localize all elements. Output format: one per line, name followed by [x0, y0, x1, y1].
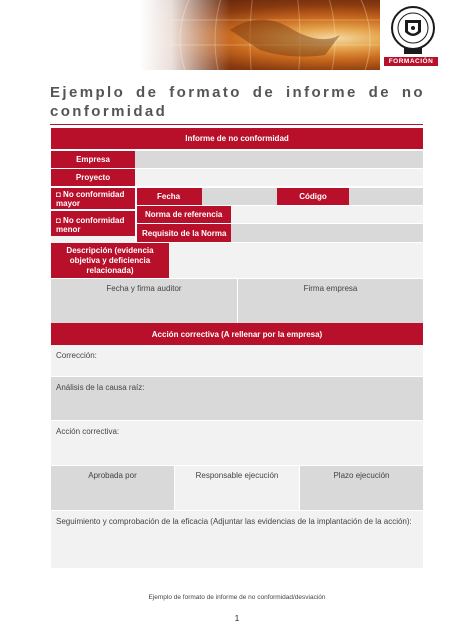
formacion-badge-label: FORMACIÓN [388, 58, 434, 65]
firma-auditor-field[interactable]: Fecha y firma auditor [51, 279, 237, 323]
aprobada-por-field[interactable]: Aprobada por [51, 466, 174, 510]
codigo-field[interactable] [349, 188, 423, 205]
accion-correctiva-header: Acción correctiva (A rellenar por la empresa) [51, 323, 423, 345]
empresa-label: Empresa [51, 151, 135, 168]
header-fade [140, 0, 230, 70]
nc-mayor-checkbox-label[interactable]: ◘ No conformidad mayor [51, 188, 135, 209]
fecha-label: Fecha [137, 188, 202, 205]
title-divider [50, 124, 423, 125]
norma-referencia-label: Norma de referencia [137, 206, 231, 223]
descripcion-field[interactable] [169, 243, 423, 278]
page-number: 1 [234, 614, 240, 623]
bureau-veritas-seal-logo [390, 4, 436, 56]
accion-correctiva-field[interactable]: Acción correctiva: [51, 421, 423, 465]
requisito-norma-field[interactable] [231, 224, 423, 242]
proyecto-label: Proyecto [51, 169, 135, 186]
footer-caption: Ejemplo de formato de informe de no conformidad/desviación [148, 594, 326, 601]
fecha-field[interactable] [202, 188, 277, 205]
descripcion-label: Descripción (evidencia objetiva y deficiencia relacionada) [51, 243, 169, 278]
responsable-ejecucion-field[interactable]: Responsable ejecución [175, 466, 299, 510]
formacion-badge [384, 57, 438, 66]
empresa-field[interactable] [135, 151, 423, 168]
nc-menor-checkbox-label[interactable]: ◘ No conformidad menor [51, 211, 135, 246]
proyecto-field[interactable] [135, 169, 423, 186]
analisis-causa-field[interactable]: Análisis de la causa raíz: [51, 377, 423, 420]
requisito-norma-label: Requisito de la Norma [137, 224, 231, 242]
seguimiento-field[interactable]: Seguimiento y comprobación de la eficacia (Adjuntar las evidencias de la implantación de la acción): [51, 511, 423, 568]
codigo-label: Código [277, 188, 349, 205]
page-title: Ejemplo de formato de informe de no conformidad [50, 84, 425, 120]
firma-empresa-field[interactable]: Firma empresa [238, 279, 423, 323]
correccion-field[interactable]: Corrección: [51, 345, 423, 376]
plazo-ejecucion-field[interactable]: Plazo ejecución [300, 466, 423, 510]
form-header: Informe de no conformidad [51, 128, 423, 149]
norma-referencia-field[interactable] [231, 206, 423, 223]
